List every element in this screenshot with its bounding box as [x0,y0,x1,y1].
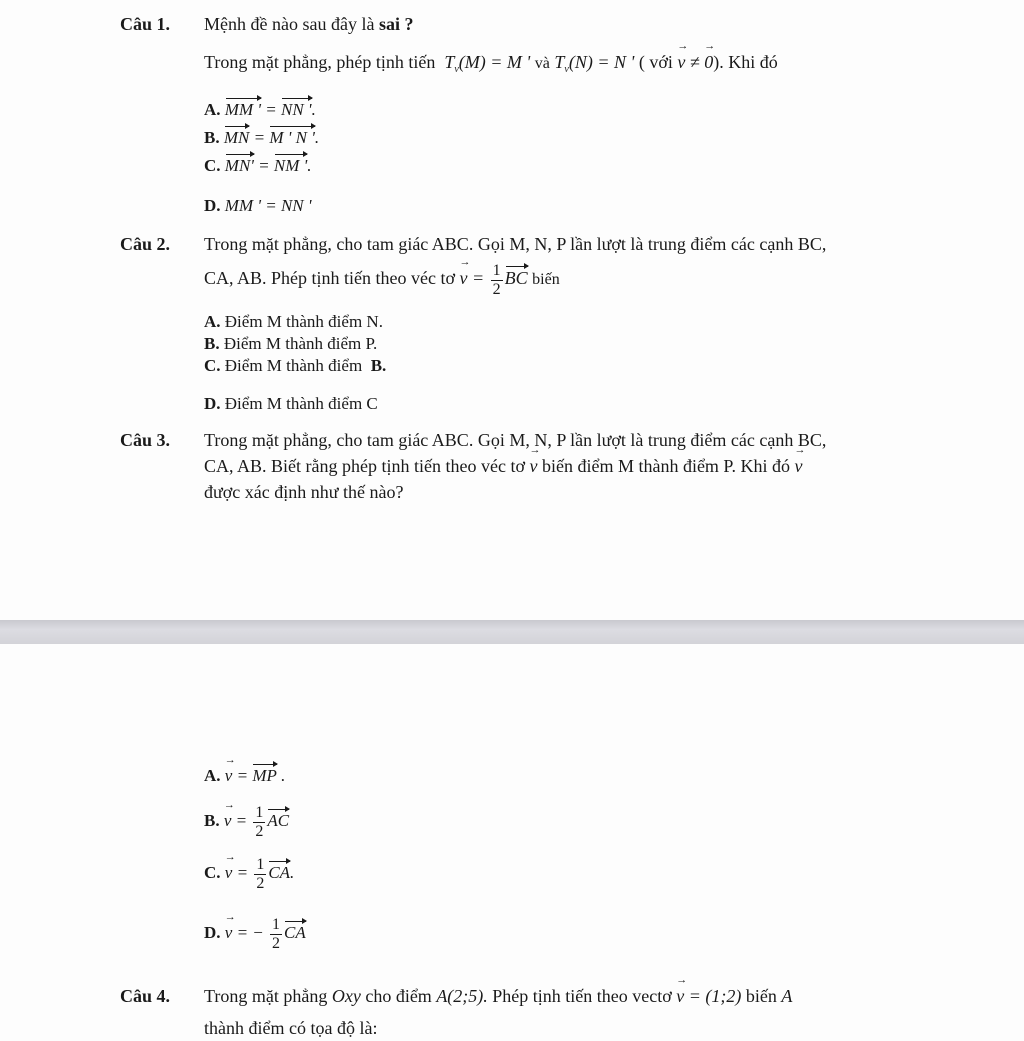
question-1-stem: Trong mặt phẳng, phép tịnh tiến $T_v(M) = M$ ' và $T_v(N) = N$ ' ( với v → ≠ 0 →). Khi đó [204,52,778,75]
option-letter: A. [204,766,221,785]
option-letter: D. [204,923,221,942]
point-a: A(2;5). [436,986,488,1006]
question-4-line-2: thành điểm có tọa độ là: [204,1018,378,1038]
option-letter: A. [204,312,221,331]
question-4-text: Phép tịnh tiến theo vectơ [492,986,672,1006]
option-letter: C. [204,863,221,882]
question-3-option-d[interactable] [204,916,306,952]
question-3-line-2-text: CA, AB. Biết rằng phép tịnh tiến theo véc tơ [204,456,525,476]
option-text: Điểm M thành điểm C [224,394,378,413]
vector-formula: v → = (1;2) [676,986,741,1006]
question-1-title-text: Mệnh đề nào sau đây là [204,14,375,34]
question-4-text: cho điểm [365,986,432,1006]
option-letter: D. [204,196,221,215]
option-formula: v → = $\frac{1}{2}$ AC [224,811,289,830]
question-3-line-2 [204,456,802,477]
question-2-line-2 [204,262,560,298]
option-letter: B. [204,811,220,830]
question-3-line-1: Trong mặt phẳng, cho tam giác ABC. Gọi M, N, P lần lượt là trung điểm các cạnh BC, [204,430,827,450]
question-1-option-a[interactable] [204,100,316,120]
option-letter: A. [204,100,221,119]
question-3-option-c[interactable] [204,856,294,892]
question-4-text: biến [745,986,777,1006]
question-2-line-2-end: biến [532,271,560,289]
option-text: Điểm M thành điểm N. [224,312,383,331]
question-4-text: Trong mặt phẳng [204,986,328,1006]
option-text: Điểm M thành điểm P. [223,334,378,353]
question-1-stem-formula-2: $T_v(N) = N$ ' [554,52,635,75]
question-1-stem-end: Khi đó [728,52,778,72]
vector-v: v → [794,456,802,476]
question-2-option-a[interactable] [204,312,383,332]
question-4-line-1 [204,986,792,1007]
question-2-label: Câu 2. [120,234,171,254]
option-letter: C. [204,156,221,175]
question-3-line-2-end: biến điểm M thành điểm P. Khi đó [541,456,790,476]
option-letter: C. [204,356,221,375]
question-4-label: Câu 4. [120,986,171,1006]
option-formula: v → = − $\frac{1}{2}$ CA [225,923,306,942]
question-2-line-1: Trong mặt phẳng, cho tam giác ABC. Gọi M, N, P lần lượt là trung điểm các cạnh BC, [204,234,827,254]
question-3-option-a[interactable] [204,766,285,786]
question-1-title-emph: sai ? [378,14,414,34]
option-text: Điểm M thành điểm [224,356,363,375]
fraction: $\frac{1}{2}$ [492,262,501,298]
vector-v: v → [529,456,537,476]
question-1-option-c[interactable] [204,156,312,176]
question-1-stem-text: Trong mặt phẳng, phép tịnh tiến [204,52,436,72]
question-3-option-b[interactable] [204,804,289,840]
question-2-option-d[interactable] [204,394,378,414]
question-2-option-c[interactable] [204,356,386,376]
question-1-option-b[interactable] [204,128,319,148]
question-1-stem-and: và [534,55,550,72]
option-letter: D. [204,394,221,413]
page-divider [0,620,1024,644]
option-formula: MM ' = NN ' [224,196,312,215]
question-3-line-3: được xác định như thế nào? [204,482,404,502]
question-1-title [204,14,413,35]
question-2-line-2-text: CA, AB. Phép tịnh tiến theo véc tơ [204,268,455,289]
coordinate-system: Oxy [331,986,361,1006]
option-formula: v → = MP . [225,766,286,785]
question-1-stem-cond-formula: v → ≠ 0 → [677,52,713,72]
question-1-stem-formula-1: $T_v(M) = M$ ' [439,52,531,75]
option-letter: B. [204,128,220,147]
option-formula: MM ' = NN '. [224,100,316,119]
point-label: A [781,986,793,1006]
question-1-stem-cond: ( với [638,52,673,72]
page-bottom [0,644,1024,1041]
question-1-label: Câu 1. [120,14,171,34]
question-2-option-b[interactable] [204,334,377,354]
question-3-label: Câu 3. [120,430,171,450]
option-letter: B. [204,334,220,353]
option-tail: B. [370,356,387,375]
option-formula: MN = M ' N '. [223,128,320,147]
question-2-vector-formula: v → = $\frac{1}{2}$ BC [460,268,528,288]
option-formula: MN' = NM '. [224,156,312,175]
option-formula: v → = $\frac{1}{2}$ CA. [225,863,295,882]
question-1-option-d[interactable] [204,196,312,216]
